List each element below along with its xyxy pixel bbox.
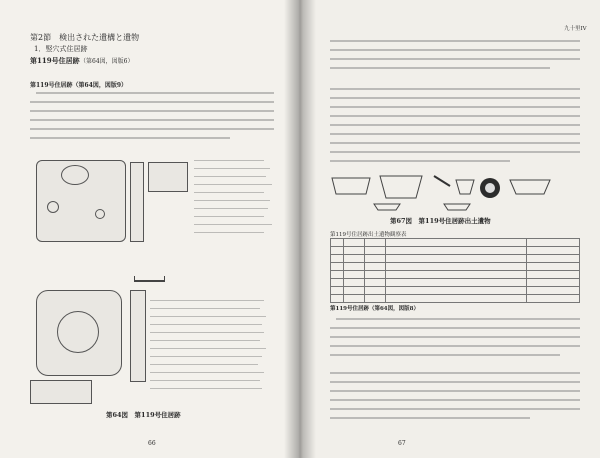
artifact-table: [330, 238, 580, 303]
subheading: 第119号住居跡（第64図，図版8）: [330, 306, 419, 312]
section-strip-drawing: [130, 162, 144, 242]
figure-caption: 第67図 第119号住居跡出土遺物: [390, 217, 491, 225]
hearth-drawing: [148, 162, 188, 192]
page-number-right: 67: [398, 440, 406, 447]
section-title: 第2節 検出された遺構と遺物: [30, 33, 140, 42]
book-spine-shadow: [284, 0, 316, 458]
subsection-title: 1．竪穴式住居跡: [34, 45, 88, 53]
hearth-plan-drawing: [36, 290, 122, 376]
subheading: 第119号住居跡（第64図，図版9）: [30, 82, 128, 89]
pit-section-drawing: [130, 290, 146, 382]
running-header: 九十里IV: [564, 26, 587, 32]
entry-note: （第64図，図版6）: [80, 58, 134, 65]
hearth-section-drawing: [30, 380, 92, 404]
table-title: 第119号住居跡出土遺物観察表: [330, 232, 407, 238]
right-page: [300, 0, 600, 458]
page-number-left: 66: [148, 440, 156, 447]
figure-caption: 第64図 第119号住居跡: [106, 411, 181, 419]
dwelling-plan-drawing: [36, 160, 126, 242]
entry-title: 第119号住居跡: [30, 56, 80, 65]
pottery-base-drawings: [370, 200, 500, 214]
